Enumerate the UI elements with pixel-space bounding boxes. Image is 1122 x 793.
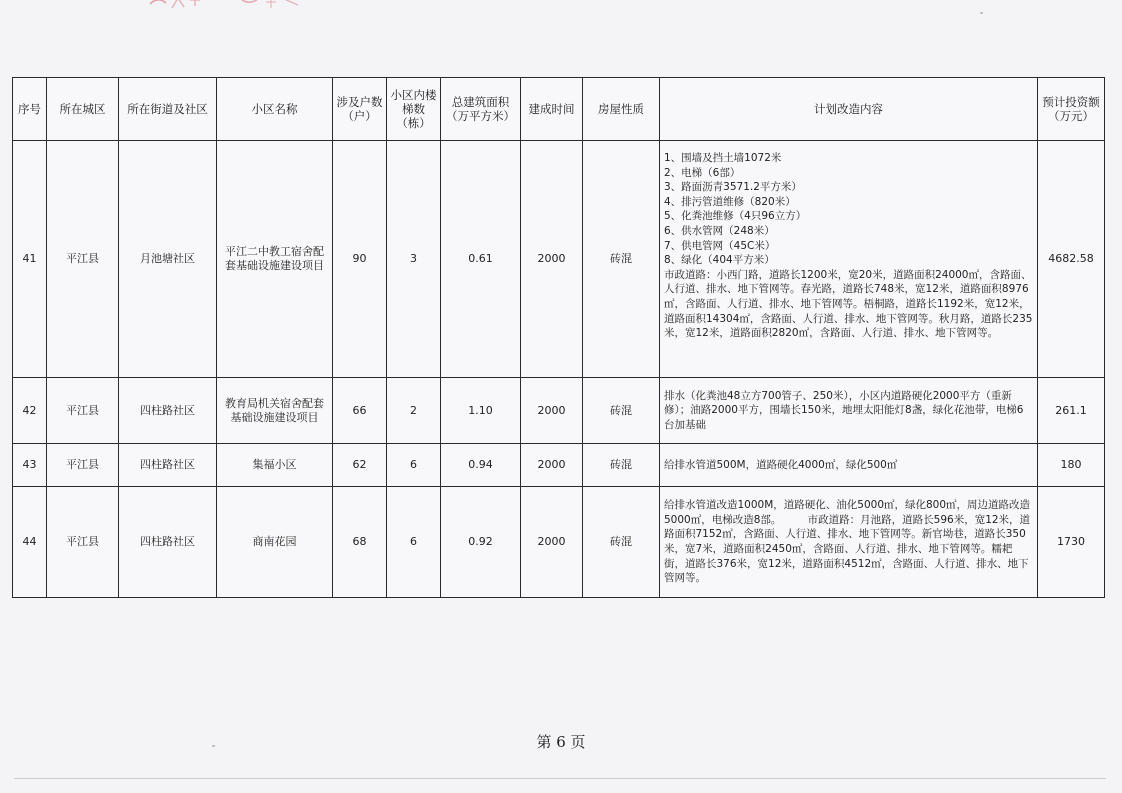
table-row	[13, 141, 1105, 378]
cell-community-name: 教育局机关宿舍配套基础设施建设项目	[217, 378, 333, 444]
cell-households: 68	[333, 487, 387, 598]
cell-community-name: 商南花园	[217, 487, 333, 598]
cell-area: 1.10	[441, 378, 521, 444]
plan-line: 4、排污管道维修（820米）	[664, 195, 796, 208]
cell-buildings: 6	[387, 444, 441, 487]
table-row	[13, 444, 1105, 487]
cell-households: 66	[333, 378, 387, 444]
cell-street: 月池塘社区	[119, 141, 217, 378]
cell-district: 平江县	[47, 378, 119, 444]
plan-line: 2、电梯（6部）	[664, 166, 741, 179]
cell-no: 42	[13, 378, 47, 444]
header-cell: 建成时间	[521, 78, 583, 141]
plan-paragraph: 给排水管道500M，道路硬化4000㎡，绿化500㎡	[664, 458, 898, 471]
bottom-divider	[14, 778, 1106, 779]
cell-buildings: 2	[387, 378, 441, 444]
cell-house-type: 砖混	[583, 487, 660, 598]
header-cell: 所在街道及社区	[119, 78, 217, 141]
header-cell: 所在城区	[47, 78, 119, 141]
cell-investment: 4682.58	[1038, 141, 1105, 378]
cell-no: 43	[13, 444, 47, 487]
cell-households: 62	[333, 444, 387, 487]
cell-year: 2000	[521, 141, 583, 378]
cell-street: 四柱路社区	[119, 444, 217, 487]
header-cell: 序号	[13, 78, 47, 141]
page-number: 第 6 页	[536, 733, 586, 751]
red-seal-fragment	[148, 0, 308, 12]
cell-year: 2000	[521, 378, 583, 444]
scan-speck	[980, 12, 983, 14]
plan-paragraph: 给排水管道改造1000M，道路硬化、油化5000㎡，绿化800㎡，周边道路改造5000㎡，电梯改造8部。 市政道路：月池路，道路长596米，宽12米，道路面积7152㎡，含路面、人行道、排水、地下管网等。新官坳巷，道路长350米，宽7米，道路面积2450㎡，含路面、人行道、排水、地下管网等。糯耙街，道路长376米，宽12米，道路面积4512㎡，含路面、人行道、排水、地下管网等。	[664, 499, 1031, 585]
table-row	[13, 487, 1105, 598]
plan-line: 8、绿化（404平方米）	[664, 254, 775, 267]
renovation-projects-table	[12, 77, 1105, 598]
cell-households: 90	[333, 141, 387, 378]
cell-no: 44	[13, 487, 47, 598]
cell-area: 0.92	[441, 487, 521, 598]
cell-house-type: 砖混	[583, 141, 660, 378]
cell-house-type: 砖混	[583, 378, 660, 444]
cell-buildings: 3	[387, 141, 441, 378]
cell-district: 平江县	[47, 487, 119, 598]
cell-community-name: 集福小区	[217, 444, 333, 487]
cell-street: 四柱路社区	[119, 378, 217, 444]
table-header-row	[13, 78, 1105, 141]
cell-investment: 1730	[1038, 487, 1105, 598]
cell-community-name: 平江二中教工宿舍配套基础设施建设项目	[217, 141, 333, 378]
cell-street: 四柱路社区	[119, 487, 217, 598]
cell-investment: 261.1	[1038, 378, 1105, 444]
header-cell: 预计投资额（万元）	[1038, 78, 1105, 141]
cell-district: 平江县	[47, 141, 119, 378]
cell-house-type: 砖混	[583, 444, 660, 487]
cell-district: 平江县	[47, 444, 119, 487]
cell-buildings: 6	[387, 487, 441, 598]
cell-no: 41	[13, 141, 47, 378]
plan-line: 1、围墙及挡土墙1072米	[664, 152, 782, 164]
cell-plan-content	[660, 141, 1038, 378]
cell-plan-content	[660, 378, 1038, 444]
plan-paragraph: 市政道路：小西门路，道路长1200米，宽20米，道路面积24000㎡，含路面、人行道、排水、地下管网等。春光路，道路长748米，宽12米，道路面积8976㎡，含路面、人行道、排水、地下管网等。梧桐路，道路长1192米，宽12米，道路面积14304㎡，含路面、人行道、排水、地下管网等。秋月路，道路长235米，宽12米，道路面积2820㎡，含路面、人行道、排水、地下管网等。	[664, 268, 1033, 340]
plan-paragraph: 排水（化粪池48立方700管子、250米），小区内道路硬化2000平方（重新修）；油路2000平方，围墙长150米，地埋太阳能灯8盏，绿化花池带，电梯6台加基础	[664, 389, 1024, 431]
table-row	[13, 378, 1105, 444]
plan-line: 3、路面沥青3571.2平方米）	[664, 181, 802, 194]
plan-line: 7、供电管网（45C米）	[664, 239, 776, 252]
cell-year: 2000	[521, 487, 583, 598]
plan-line: 5、化粪池维修（4只96立方）	[664, 210, 807, 223]
cell-plan-content	[660, 444, 1038, 487]
header-cell: 涉及户数（户）	[333, 78, 387, 141]
cell-investment: 180	[1038, 444, 1105, 487]
cell-area: 0.61	[441, 141, 521, 378]
header-cell: 小区内楼梯数（栋）	[387, 78, 441, 141]
cell-year: 2000	[521, 444, 583, 487]
header-cell: 总建筑面积（万平方米）	[441, 78, 521, 141]
cell-plan-content	[660, 487, 1038, 598]
header-cell: 小区名称	[217, 78, 333, 141]
plan-line: 6、供水管网（248米）	[664, 224, 775, 237]
header-cell: 房屋性质	[583, 78, 660, 141]
cell-area: 0.94	[441, 444, 521, 487]
header-cell: 计划改造内容	[660, 78, 1038, 141]
